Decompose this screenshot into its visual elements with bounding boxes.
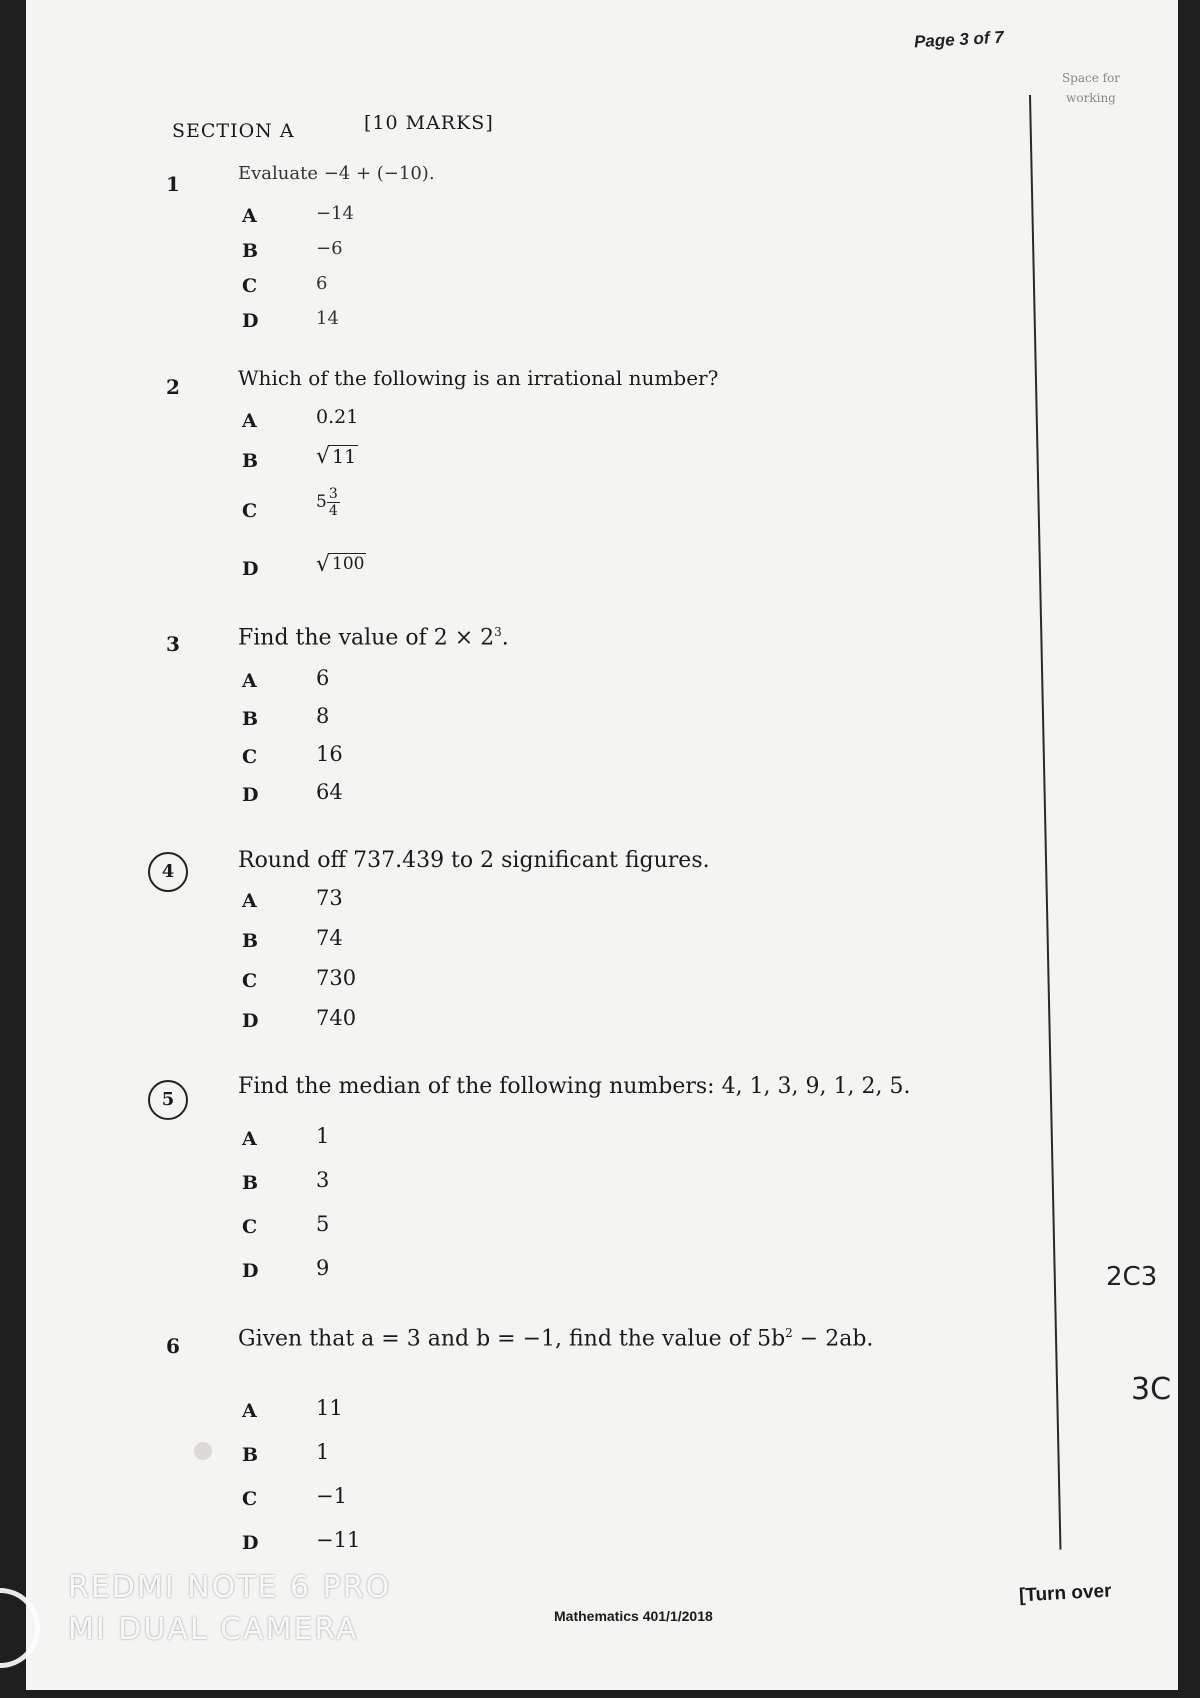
option-value: 6 xyxy=(316,273,328,294)
option-letter: B xyxy=(242,930,259,952)
question-text-prefix: Given that a = 3 and b = −1, find the value of 5b xyxy=(238,1326,786,1352)
option-letter: A xyxy=(242,410,257,432)
question-text: Which of the following is an irrational number? xyxy=(238,366,719,390)
option-letter: A xyxy=(242,670,257,692)
option-value-sqrt xyxy=(316,554,366,574)
option-value: 73 xyxy=(316,886,343,910)
option-letter: B xyxy=(242,708,259,730)
option-value: 5 xyxy=(316,1212,330,1236)
option-value: −14 xyxy=(316,203,354,224)
question-text-suffix: . xyxy=(501,625,509,651)
question-text-prefix: Find the value of 2 × 2 xyxy=(238,625,495,651)
option-letter: D xyxy=(242,784,259,806)
question-text-suffix: − 2ab. xyxy=(792,1326,874,1352)
option-value: 64 xyxy=(316,780,343,804)
option-value: 11 xyxy=(316,1396,343,1420)
option-letter: B xyxy=(242,1444,259,1466)
camera-watermark-line-2: MI DUAL CAMERA xyxy=(68,1612,359,1647)
option-value: −1 xyxy=(316,1484,347,1508)
option-letter: D xyxy=(242,1010,259,1032)
fraction-numerator: 3 xyxy=(328,486,338,502)
option-value: 8 xyxy=(316,704,330,728)
option-value: −6 xyxy=(316,238,343,259)
option-letter: B xyxy=(242,450,259,472)
option-value: 740 xyxy=(316,1006,357,1030)
section-title: SECTION A xyxy=(172,120,295,142)
option-letter: B xyxy=(242,240,259,262)
option-value: 730 xyxy=(316,966,357,990)
option-letter: C xyxy=(242,970,258,992)
question-text xyxy=(238,625,509,650)
exponent: 2 xyxy=(785,1326,793,1340)
option-letter: D xyxy=(242,310,259,332)
question-number: 2 xyxy=(166,375,180,399)
section-marks: [10 MARKS] xyxy=(364,112,494,134)
question-text: Find the median of the following numbers: 4, 1, 3, 9, 1, 2, 5. xyxy=(238,1074,911,1099)
radicand: 100 xyxy=(332,554,365,574)
option-letter: A xyxy=(242,1128,257,1150)
option-letter: B xyxy=(242,1172,259,1194)
option-value: 16 xyxy=(316,742,343,766)
option-value: 6 xyxy=(316,666,330,690)
option-letter: A xyxy=(242,890,257,912)
question-number: 6 xyxy=(166,1334,180,1358)
option-letter: D xyxy=(242,1260,259,1282)
option-letter: A xyxy=(242,1400,257,1422)
page-number: Page 3 of 7 xyxy=(913,27,1005,52)
option-value: 3 xyxy=(316,1168,330,1192)
question-number-circled: 4 xyxy=(148,852,188,892)
question-number-circled: 5 xyxy=(148,1080,188,1120)
exponent: 3 xyxy=(494,625,502,639)
exam-page xyxy=(26,0,1178,1690)
option-letter: C xyxy=(242,1488,258,1510)
question-text xyxy=(238,1326,873,1351)
option-value: 14 xyxy=(316,308,339,329)
turn-over-label: [Turn over xyxy=(1018,1580,1113,1607)
question-text: Round off 737.439 to 2 significant figures. xyxy=(238,848,710,873)
working-space-label: Space for working xyxy=(1061,71,1121,105)
handwritten-note: 2C3 xyxy=(1106,1262,1158,1292)
option-value: 0.21 xyxy=(316,406,359,428)
option-letter: C xyxy=(242,500,258,522)
fraction-whole: 5 xyxy=(316,492,327,512)
question-number: 3 xyxy=(166,632,180,656)
option-letter: C xyxy=(242,746,258,768)
option-letter: A xyxy=(242,205,257,227)
question-number: 1 xyxy=(166,172,180,196)
option-value: −11 xyxy=(316,1528,361,1552)
option-value: 9 xyxy=(316,1256,330,1280)
option-letter: C xyxy=(242,1216,258,1238)
option-letter: D xyxy=(242,1532,259,1554)
margin-divider xyxy=(1029,95,1061,1550)
option-letter: D xyxy=(242,558,259,580)
paper-code: Mathematics 401/1/2018 xyxy=(554,1608,713,1624)
radicand: 11 xyxy=(332,446,357,468)
question-text: Evaluate −4 + (−10). xyxy=(238,163,435,184)
option-value: 1 xyxy=(316,1124,330,1148)
smudge-mark xyxy=(194,1442,212,1460)
fraction-denominator: 4 xyxy=(328,503,338,519)
option-value: 74 xyxy=(316,926,343,950)
camera-watermark-line-1: REDMI NOTE 6 PRO xyxy=(68,1570,392,1605)
option-letter: C xyxy=(242,275,258,297)
option-value-sqrt xyxy=(316,446,358,468)
option-value: 1 xyxy=(316,1440,330,1464)
handwritten-note: 3C xyxy=(1131,1372,1172,1407)
option-value-mixed-fraction xyxy=(316,486,340,519)
